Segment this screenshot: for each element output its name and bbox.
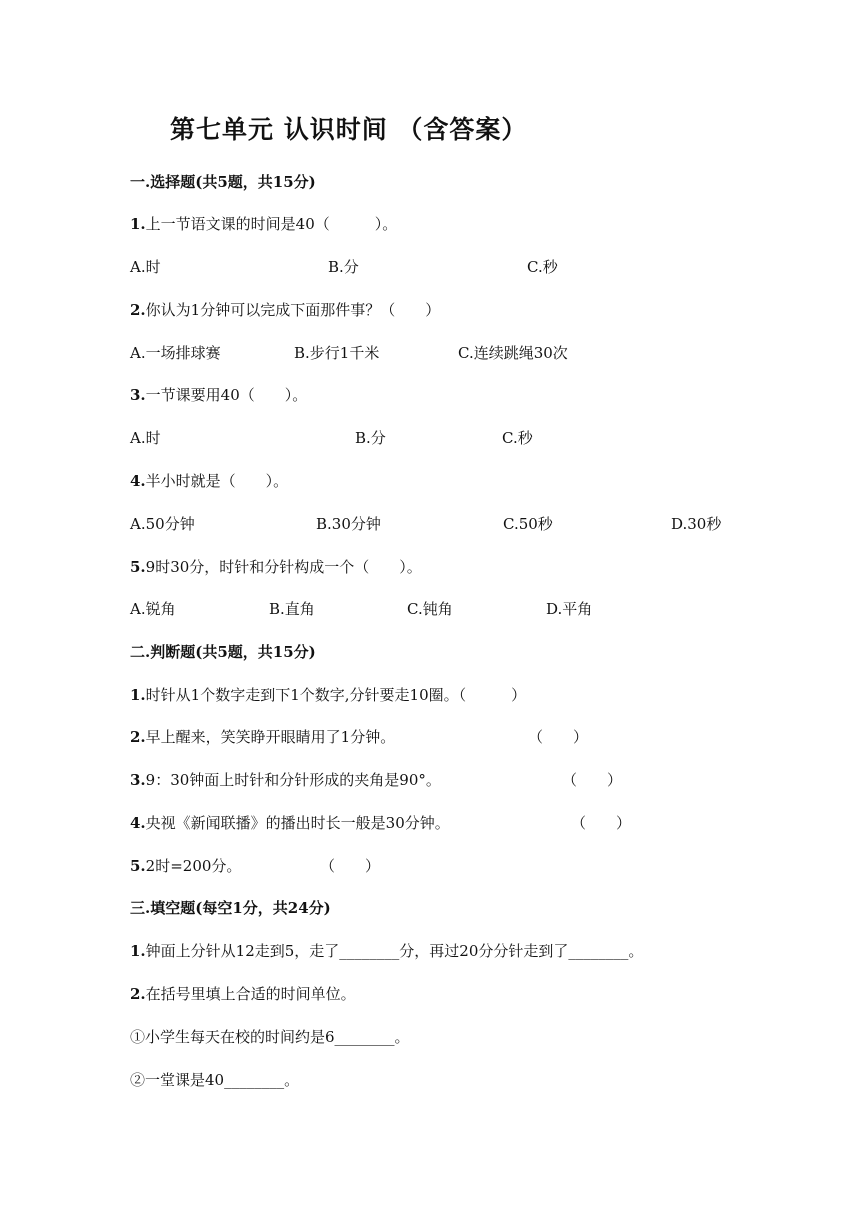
- question-number: 2.: [130, 728, 146, 746]
- question-number: 3.: [130, 386, 146, 404]
- question-text: 9时30分，时针和分针构成一个（ ）。: [145, 558, 422, 576]
- question-item: [130, 941, 643, 961]
- question-item: [130, 300, 440, 320]
- option-b: B.分: [328, 258, 359, 276]
- option-c: C.钝角: [407, 600, 453, 618]
- option-d: D.30秒: [671, 515, 722, 533]
- section-heading-judgment: 二.判断题(共5题，共15分): [130, 643, 316, 661]
- question-number: 3.: [130, 771, 146, 789]
- question-text: 央视《新闻联播》的播出时长一般是30分钟。: [145, 814, 450, 832]
- question-item: [130, 984, 356, 1004]
- answer-bracket: （ ）: [571, 814, 632, 832]
- question-number: 2.: [130, 985, 146, 1003]
- section-heading-choice: 一.选择题(共5题，共15分): [130, 173, 316, 191]
- question-text: 早上醒来，笑笑睁开眼睛用了1分钟。: [145, 728, 396, 746]
- question-item: [130, 813, 450, 833]
- question-text: ②一堂课是40________。: [130, 1071, 300, 1089]
- question-text: 一节课要用40（ ）。: [145, 386, 308, 404]
- option-b: B.分: [355, 429, 386, 447]
- option-c: C.秒: [527, 258, 558, 276]
- section-heading-fill-blank: 三.填空题(每空1分，共24分): [130, 899, 331, 917]
- page-title: 第七单元 认识时间 （含答案）: [170, 115, 528, 144]
- question-number: 5.: [130, 857, 146, 875]
- question-number: 4.: [130, 472, 146, 490]
- option-a: A.50分钟: [130, 515, 195, 533]
- question-text: 钟面上分针从12走到5，走了________分，再过20分分针走到了________。: [145, 942, 644, 960]
- answer-bracket: （ ）: [562, 771, 623, 789]
- question-item: [130, 856, 241, 876]
- option-a: A.一场排球赛: [130, 344, 221, 362]
- question-item: [130, 471, 288, 491]
- option-c: C.50秒: [503, 515, 553, 533]
- question-text: 时针从1个数字走到下1个数字,分针要走10圈。（ ）: [145, 686, 527, 704]
- question-item: [130, 727, 395, 747]
- question-item: [130, 385, 307, 405]
- option-b: B.步行1千米: [294, 344, 380, 362]
- sub-question-item: [130, 1027, 410, 1047]
- question-item: [130, 685, 526, 705]
- question-text: 半小时就是（ ）。: [145, 472, 289, 490]
- sub-question-item: [130, 1070, 299, 1090]
- option-c: C.连续跳绳30次: [458, 344, 568, 362]
- option-b: B.直角: [269, 600, 315, 618]
- question-text: 在括号里填上合适的时间单位。: [145, 985, 356, 1003]
- option-c: C.秒: [502, 429, 533, 447]
- question-number: 2.: [130, 301, 146, 319]
- question-number: 1.: [130, 215, 146, 233]
- question-item: [130, 557, 422, 577]
- question-item: [130, 770, 441, 790]
- question-text: 你认为1分钟可以完成下面那件事？（ ）: [145, 301, 441, 319]
- option-a: A.锐角: [130, 600, 176, 618]
- question-text: 2时=200分。: [145, 857, 242, 875]
- question-text: 上一节语文课的时间是40（ ）。: [145, 215, 398, 233]
- question-text: ①小学生每天在校的时间约是6________。: [130, 1028, 410, 1046]
- answer-bracket: （ ）: [320, 857, 381, 875]
- question-text: 9：30钟面上时针和分针形成的夹角是90°。: [145, 771, 441, 789]
- answer-bracket: （ ）: [528, 728, 589, 746]
- question-number: 1.: [130, 686, 146, 704]
- option-b: B.30分钟: [316, 515, 381, 533]
- option-a: A.时: [130, 429, 161, 447]
- question-number: 4.: [130, 814, 146, 832]
- option-d: D.平角: [546, 600, 593, 618]
- option-a: A.时: [130, 258, 161, 276]
- question-number: 1.: [130, 942, 146, 960]
- question-number: 5.: [130, 558, 146, 576]
- question-item: [130, 214, 397, 234]
